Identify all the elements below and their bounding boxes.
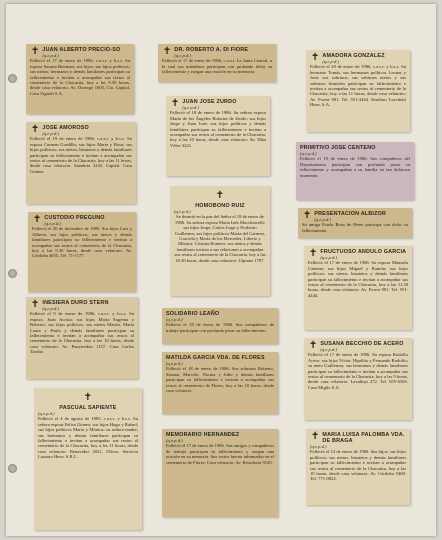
cross-icon: ✝ <box>33 214 42 225</box>
obituary-clipping <box>28 212 136 292</box>
obituary-name: DR. ROBERTO A. DI FIORE <box>174 47 249 53</box>
cross-icon: ✝ <box>171 98 180 109</box>
obituary-clipping <box>170 186 270 296</box>
obituary-text: Falleció el 17 de enero de 1986. Su esposo Rodolfo Acero; sus hijos Víctor, Hipólito y Fernando Rodolfo; su nieto Guillermo; sus hermanos y demás familiares participan su fallecimiento e invitan a acompañar sus restos al cementerio de la Chacarita, hoy a las 9 horas, desde casa velatorio: Lavalleja 272. Tel. 855-6565. Casa Miglio S.A. <box>308 352 408 390</box>
obituary-subtitle: (q.e.p.d.) <box>314 217 331 222</box>
obituary-clipping <box>306 50 410 132</box>
obituary-name: PRESENTACION ALBIZOR <box>314 211 387 217</box>
cross-icon: ✝ <box>311 431 320 442</box>
cross-icon: ✝ <box>83 392 93 403</box>
obituary-text: Falleció el 18 de enero de 1986. Sus sobrinos Roberto, Susana, Marcelo, Norma y Julio y demás familiares participan su fallecimiento e invitan a acompañar sus restos al cementerio de Flores, hoy a las 10 horas, desde casa velatorio. <box>166 366 274 394</box>
obituary-subtitle: (q.e.p.d.) <box>300 151 317 156</box>
obituary-name: MATILDA GARCIA VDA. DE FLORES <box>166 355 265 361</box>
obituary-text: Falleció el 17 de enero de 1986. Su esposa Manuela Caetano; sus hijos Miguel y Ramón; sus hijos políticos; sus nietos, bisnietos y demás familiares participan su fallecimiento e invitan a acompañar sus restos al cementerio de la Chacarita, hoy a las 11.30 horas, desde casa velatorio: Av. Forest 901. Tel. 551-4444. <box>308 260 408 298</box>
obituary-subtitle: (q.e.p.d.) <box>166 361 183 366</box>
obituary-text: Falleció el 17 de enero de 1986. Sus amigos y compañeros de trabajo participan su fallecimiento y ruegan una oración en su memoria. Sus restos fueron inhumados en el cementerio de Flores. Casa velatorio: Av. Rivadavia 9120. <box>166 443 274 465</box>
obituary-clipping <box>26 44 134 114</box>
binder-hole <box>8 74 17 83</box>
obituary-subtitle: (q.e.p.d.) <box>322 59 339 64</box>
obituary-subtitle: (q.e.p.d.) <box>42 306 59 311</box>
cross-icon: ✝ <box>31 46 40 57</box>
obituary-subtitle: (q.e.p.d.) <box>42 53 59 58</box>
obituary-text: Falleció el 9 de enero de 1986, c.a.s.r. y b.s.s. Su esposo, Juan Acosta; sus hijos María Eugenia y Roberto; sus hijos políticos; sus nietos Martín, María Laura y Paula y demás familiares participan su fallecimiento e invitan a acompañar sus restos al cementerio de la Chacarita, hoy a las 10 horas, desde casa velatorio: Av. Pueyrredón 1157. Casa Carlos Taroba. <box>30 311 134 355</box>
obituary-text: Falleció el 20 de enero de 1986, c.a.s.r. y b.s.s. Su hermano Tomás, sus hermanos políticos Leonor y José; sus sobrinos; sus sobrinos nietos y sus sobrinos bisnietos participan su fallecimiento e invitan a acompañar sus restos al cementerio de la Chacarita, hoy a las 11 horas, desde casa velatorio: Av. Forest 901. Tel. 551-4444. Serafino Lucchetti Hnos. S.A. <box>310 64 406 108</box>
obituary-subtitle: (q.e.p.d.) <box>320 347 337 352</box>
obituary-text: Falleció el 18 de enero de 1986. Su señora esposa María de los Ángeles Botorini de Zurdo; sus hijos Jorge y Juan José; sus hijos políticos y demás familiares participan su fallecimiento e invitan a acompañar sus restos al cementerio de la Chacarita, hoy a las 10 horas, desde casa velatorio: Av. Díaz Vélez 3221. <box>170 110 266 148</box>
obituary-subtitle: (q.e.p.d.) <box>174 209 191 214</box>
obituary-clipping <box>162 352 278 414</box>
obituary-name: CUSTODIO PREGUNO <box>44 215 105 221</box>
cross-icon: ✝ <box>31 124 40 135</box>
cross-icon: ✝ <box>303 210 312 221</box>
obituary-name: MEMORARIO HERNANDEZ <box>166 432 240 438</box>
obituary-subtitle: (q.e.p.d.) <box>320 255 337 260</box>
cross-icon: ✝ <box>309 340 318 351</box>
obituary-clipping <box>162 308 278 344</box>
obituary-clipping <box>304 246 412 330</box>
obituary-text: Falleció el 17 de enero de 1986, c.a.s.r. y b.s.s. Su esposa Susana Bierman; sus hijos; sus hijos políticos; sus nietos; hermanos y demás familiares participan su fallecimiento e invitan a acompañar sus restos al cementerio de la Chacarita, hoy a las 9.30 horas, desde casa velatorio: Av. Dorrego 1605, Cía. Capital, Casa Vignoli S.A. <box>30 58 130 96</box>
obituary-subtitle: (q.e.p.d.) <box>42 131 59 136</box>
obituary-name: HOMOBONO RUIZ <box>195 203 245 209</box>
obituary-text: Falleció el 19 de enero de 1986. Sus compañeros del Departamento participan con profundo pesar su fallecimiento y acompañan a su familia en tan doloroso momento. <box>300 156 410 178</box>
obituary-clipping <box>26 122 136 204</box>
obituary-name: SOLIDARIO LEAÑO <box>166 311 220 317</box>
cross-icon: ✝ <box>309 248 318 259</box>
obituary-name: PASCUAL SAPIENTE <box>59 405 117 411</box>
obituary-text: Falleció el 4 de agosto de 1985, c.a.s.r. y b.s.s. Su señora esposa Felisa Gómez; sus hijos Hugo y Rafael; sus hijos políticos María y Mónica; su señora madre; sus hermanos y demás familiares participan su fallecimiento e invitan a acompañar sus restos al cementerio de la Chacarita, hoy a las 11 horas, desde casa velatorio: Benavidez 2021, Olivos. Servicio Lazzaro Hnos. S.R.L. <box>38 416 138 460</box>
binder-hole <box>8 269 17 278</box>
cross-icon: ✝ <box>215 190 225 201</box>
obituary-name: JUAN JOSE ZURDO <box>182 99 237 105</box>
obituary-name: JOSE AMOROSO <box>42 125 89 131</box>
obituary-subtitle: (q.e.p.d.) <box>182 105 199 110</box>
cross-icon: ✝ <box>311 52 320 63</box>
obituary-name: JUAN ALBERTO PRECIO-SO <box>42 47 121 53</box>
obituary-subtitle: (q.e.p.d.) <box>166 317 183 322</box>
obituary-text: Su amiga Estela Rosa de Pérez participa con dolor su fallecimiento. <box>302 222 408 233</box>
obituary-subtitle: (q.e.p.d.) <box>174 53 191 58</box>
obituary-name: PRIMITIVO JOSE CENTENO <box>300 145 376 151</box>
obituary-text: Falleció el 18 de enero de 1986. Sus compañeros de trabajo participan con profundo pesar su fallecimiento. <box>166 322 274 333</box>
obituary-clipping <box>34 388 142 530</box>
obituary-clipping <box>26 297 138 379</box>
obituary-clipping <box>166 96 270 176</box>
obituary-text: Se durmió en la paz del Señor el 18 de enero de 1986. Su señora esposa María Inés Macchiavelli; sus hijos Jorge, Carlos Jorge y Norberto Guillermo; sus hijos políticos María del Carmen, Graciela y María de los Mercedes, Liberto y Mónica; Cristina Romero; sus nietos y demás familiares invitan a sus relaciones a acompañar sus restos al cementerio de la Chacarita, hoy a las 10.30 horas, desde casa velatorio: Ulpiano 1787. <box>174 214 266 263</box>
obituary-name: FRUCTUOSO ANDULO GARCIA <box>320 249 407 255</box>
obituary-clipping <box>296 142 414 200</box>
obituary-name: INESIERA DURO STERN <box>42 300 109 306</box>
obituary-text: Falleció el 14 de enero de 1986. Sus hijos; sus hijos políticos; sus nietos, bisnietos y demás familiares participan su fallecimiento e invitan a acompañar sus restos al cementerio de la Chacarita, hoy a las 10 horas, desde casa velatorio: Av. Córdoba 5400. Tel. 771-0822. <box>310 449 406 482</box>
obituary-clipping <box>298 208 412 238</box>
obituary-name: AMADORA GONZALEZ <box>322 53 385 59</box>
obituary-text: Falleció el 17 de enero de 1986, c.a.s.r. La Junta Central, a la cual sus miembros participan con profundo dolor su fallecimiento y ruegan una oración en su memoria. <box>162 58 272 75</box>
obituary-subtitle: (q.e.p.d.) <box>310 444 327 449</box>
obituary-subtitle: (q.e.p.d.) <box>44 221 61 226</box>
obituary-name: SUSANA BECCHIO DE ACERO <box>320 341 404 347</box>
obituary-text: Falleció el 19 de enero de 1986, c.a.s.r. y b.s.s. Su esposa Carmen Gordillo; sus hijos Marta y Rosa; sus hijos políticos; sus nietos; bisnietos y demás familiares participan su fallecimiento e invitan a acompañar sus restos al cementerio de la Chacarita, hoy a las 11 horas, desde casa velatorio: Sanabria 2245, Capital. Casa Gómez. <box>30 136 132 174</box>
obituary-clipping <box>162 429 278 517</box>
cross-icon: ✝ <box>163 46 172 57</box>
scrapbook-page <box>6 4 436 536</box>
obituary-subtitle: (q.e.p.d.) <box>38 411 55 416</box>
obituary-clipping <box>306 429 410 505</box>
obituary-clipping <box>158 44 276 82</box>
obituary-subtitle: (q.e.p.d.) <box>166 438 183 443</box>
binder-hole <box>8 464 17 473</box>
obituary-name: MARIA LUISA PALOMBA VDA. DE BRAGA <box>322 432 405 444</box>
obituary-text: Falleció el 20 de diciembre de 1985. Sus hijos Luis y Alberto; sus hijos políticos; sus nietos y demás familiares participan su fallecimiento e invitan a acompañar sus restos al cementerio de la Chacarita, hoy a las 9.30 horas, desde casa velatorio: Av. Córdoba 4655. Tel. 71-1177. <box>32 226 132 259</box>
cross-icon: ✝ <box>31 299 40 310</box>
obituary-clipping <box>304 338 412 420</box>
